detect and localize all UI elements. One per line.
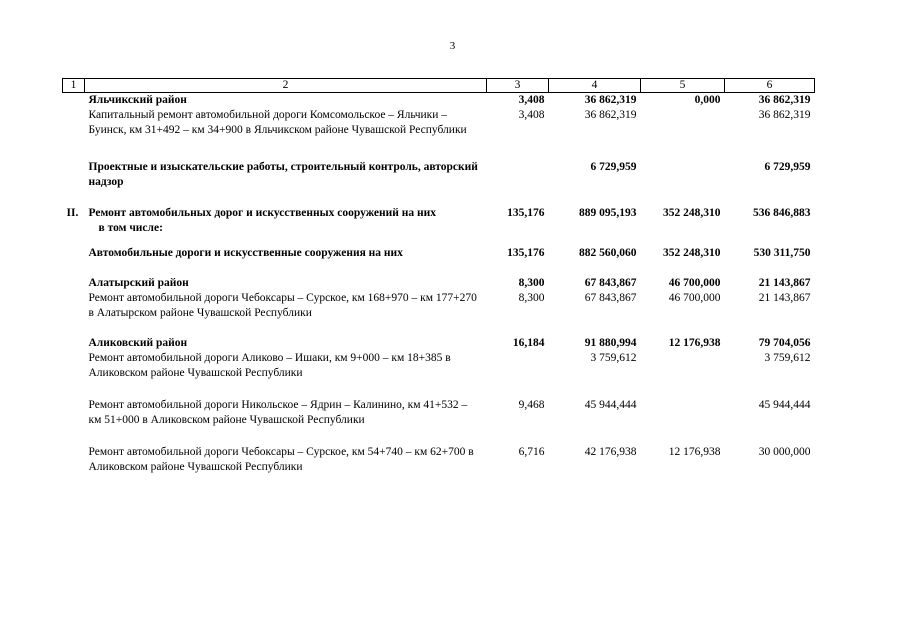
section-number — [63, 93, 85, 109]
regional-value: 79 704,056 — [758, 337, 811, 349]
item-name-cell — [85, 351, 487, 381]
row-spacer — [63, 321, 815, 336]
item-subtitle: в том числе: — [98, 222, 163, 234]
item-name-cell — [85, 445, 487, 475]
total-value: 6 729,959 — [590, 161, 637, 173]
total-value: 36 862,319 — [584, 109, 637, 121]
regional-value: 36 862,319 — [758, 94, 811, 106]
length-value: 8,300 — [518, 277, 545, 289]
federal-value: 12 176,938 — [668, 337, 721, 349]
table-row — [63, 445, 815, 475]
table-body — [63, 79, 815, 476]
length-value: 135,176 — [507, 207, 545, 219]
row-spacer — [63, 381, 815, 398]
federal-value: 0,000 — [694, 94, 721, 106]
regional-value: 45 944,444 — [758, 399, 811, 411]
item-name-cell — [85, 93, 487, 109]
table-row — [63, 93, 815, 109]
item-name-cell — [85, 160, 487, 190]
federal-value — [641, 108, 725, 138]
item-name: Ремонт автомобильной дороги Чебоксары – Сурское, км 54+740 – км 62+700 в Аликовском районе Чувашской Республики — [88, 446, 474, 473]
total-value: 67 843,867 — [584, 292, 637, 304]
column-header: 2 — [85, 79, 487, 93]
item-name: Автомобильные дороги и искусственные сооружения на них — [88, 247, 403, 259]
section-number — [63, 276, 85, 291]
regional-value: 30 000,000 — [758, 446, 811, 458]
section-number: II. — [66, 207, 79, 219]
table-row — [63, 398, 815, 428]
section-number — [63, 246, 85, 261]
row-spacer — [63, 236, 815, 246]
table-row — [63, 160, 815, 190]
section-number — [63, 336, 85, 351]
regional-value: 536 846,883 — [753, 207, 811, 219]
length-value — [487, 160, 549, 190]
table-row — [63, 246, 815, 261]
item-name-cell — [85, 246, 487, 261]
total-value: 889 095,193 — [579, 207, 637, 219]
section-number — [63, 291, 85, 321]
section-number — [63, 351, 85, 381]
regional-value: 6 729,959 — [764, 161, 811, 173]
item-name: Яльчикский район — [88, 94, 187, 106]
length-value: 16,184 — [512, 337, 545, 349]
column-header: 4 — [549, 79, 641, 93]
column-header: 6 — [725, 79, 815, 93]
length-value: 8,300 — [518, 292, 545, 304]
total-value: 91 880,994 — [584, 337, 637, 349]
item-name: Проектные и изыскательские работы, строительный контроль, авторский надзор — [88, 161, 478, 188]
table-row — [63, 108, 815, 138]
table-row — [63, 291, 815, 321]
column-header: 3 — [487, 79, 549, 93]
table-row — [63, 276, 815, 291]
total-value: 36 862,319 — [584, 94, 637, 106]
budget-table — [62, 78, 815, 475]
row-spacer — [63, 261, 815, 276]
item-name: Алатырский район — [88, 277, 189, 289]
total-value: 3 759,612 — [590, 352, 637, 364]
item-name-cell — [85, 276, 487, 291]
item-name: Капитальный ремонт автомобильной дороги Комсомольское – Яльчики – Буинск, км 31+492 – км 34+900 в Яльчикском районе Чувашской Республики — [88, 109, 467, 136]
total-value: 882 560,060 — [579, 247, 637, 259]
item-name: Аликовский район — [88, 337, 188, 349]
item-name: Ремонт автомобильной дороги Чебоксары – Сурское, км 168+970 – км 177+270 в Алатырском районе Чувашской Республики — [88, 292, 477, 319]
column-header: 5 — [641, 79, 725, 93]
federal-value — [641, 398, 725, 428]
length-value — [487, 351, 549, 381]
section-number — [63, 108, 85, 138]
item-name-cell — [85, 108, 487, 138]
item-name-cell — [85, 206, 487, 236]
row-spacer — [63, 190, 815, 206]
table-row — [63, 351, 815, 381]
item-name: Ремонт автомобильной дороги Аликово – Ишаки, км 9+000 – км 18+385 в Аликовском районе Чувашской Республики — [88, 352, 451, 379]
federal-value: 46 700,000 — [668, 292, 721, 304]
column-header: 1 — [63, 79, 85, 93]
length-value: 3,408 — [518, 109, 545, 121]
federal-value — [641, 351, 725, 381]
length-value: 135,176 — [507, 247, 545, 259]
row-spacer — [63, 138, 815, 160]
total-value: 67 843,867 — [584, 277, 637, 289]
length-value: 9,468 — [518, 399, 545, 411]
column-number-header — [63, 79, 815, 93]
section-number — [63, 398, 85, 428]
length-value: 3,408 — [518, 94, 545, 106]
total-value: 45 944,444 — [584, 399, 637, 411]
federal-value: 46 700,000 — [668, 277, 721, 289]
section-number — [63, 160, 85, 190]
item-name-cell — [85, 336, 487, 351]
total-value: 42 176,938 — [584, 446, 637, 458]
regional-value: 21 143,867 — [758, 292, 811, 304]
federal-value: 352 248,310 — [663, 207, 721, 219]
federal-value — [641, 160, 725, 190]
table-row — [63, 336, 815, 351]
federal-value: 12 176,938 — [668, 446, 721, 458]
table-row — [63, 206, 815, 236]
item-name-cell — [85, 398, 487, 428]
item-name: Ремонт автомобильных дорог и искусственных сооружений на них — [88, 207, 437, 219]
item-name: Ремонт автомобильной дороги Никольское – Ядрин – Калинино, км 41+532 – км 51+000 в Аликовском районе Чувашской Республики — [88, 399, 468, 426]
regional-value: 36 862,319 — [758, 109, 811, 121]
section-number — [63, 445, 85, 475]
regional-value: 21 143,867 — [758, 277, 811, 289]
row-spacer — [63, 428, 815, 445]
regional-value: 3 759,612 — [764, 352, 811, 364]
item-name-cell — [85, 291, 487, 321]
regional-value: 530 311,750 — [753, 247, 811, 259]
page-number: 3 — [449, 40, 456, 52]
federal-value: 352 248,310 — [663, 247, 721, 259]
length-value: 6,716 — [518, 446, 545, 458]
